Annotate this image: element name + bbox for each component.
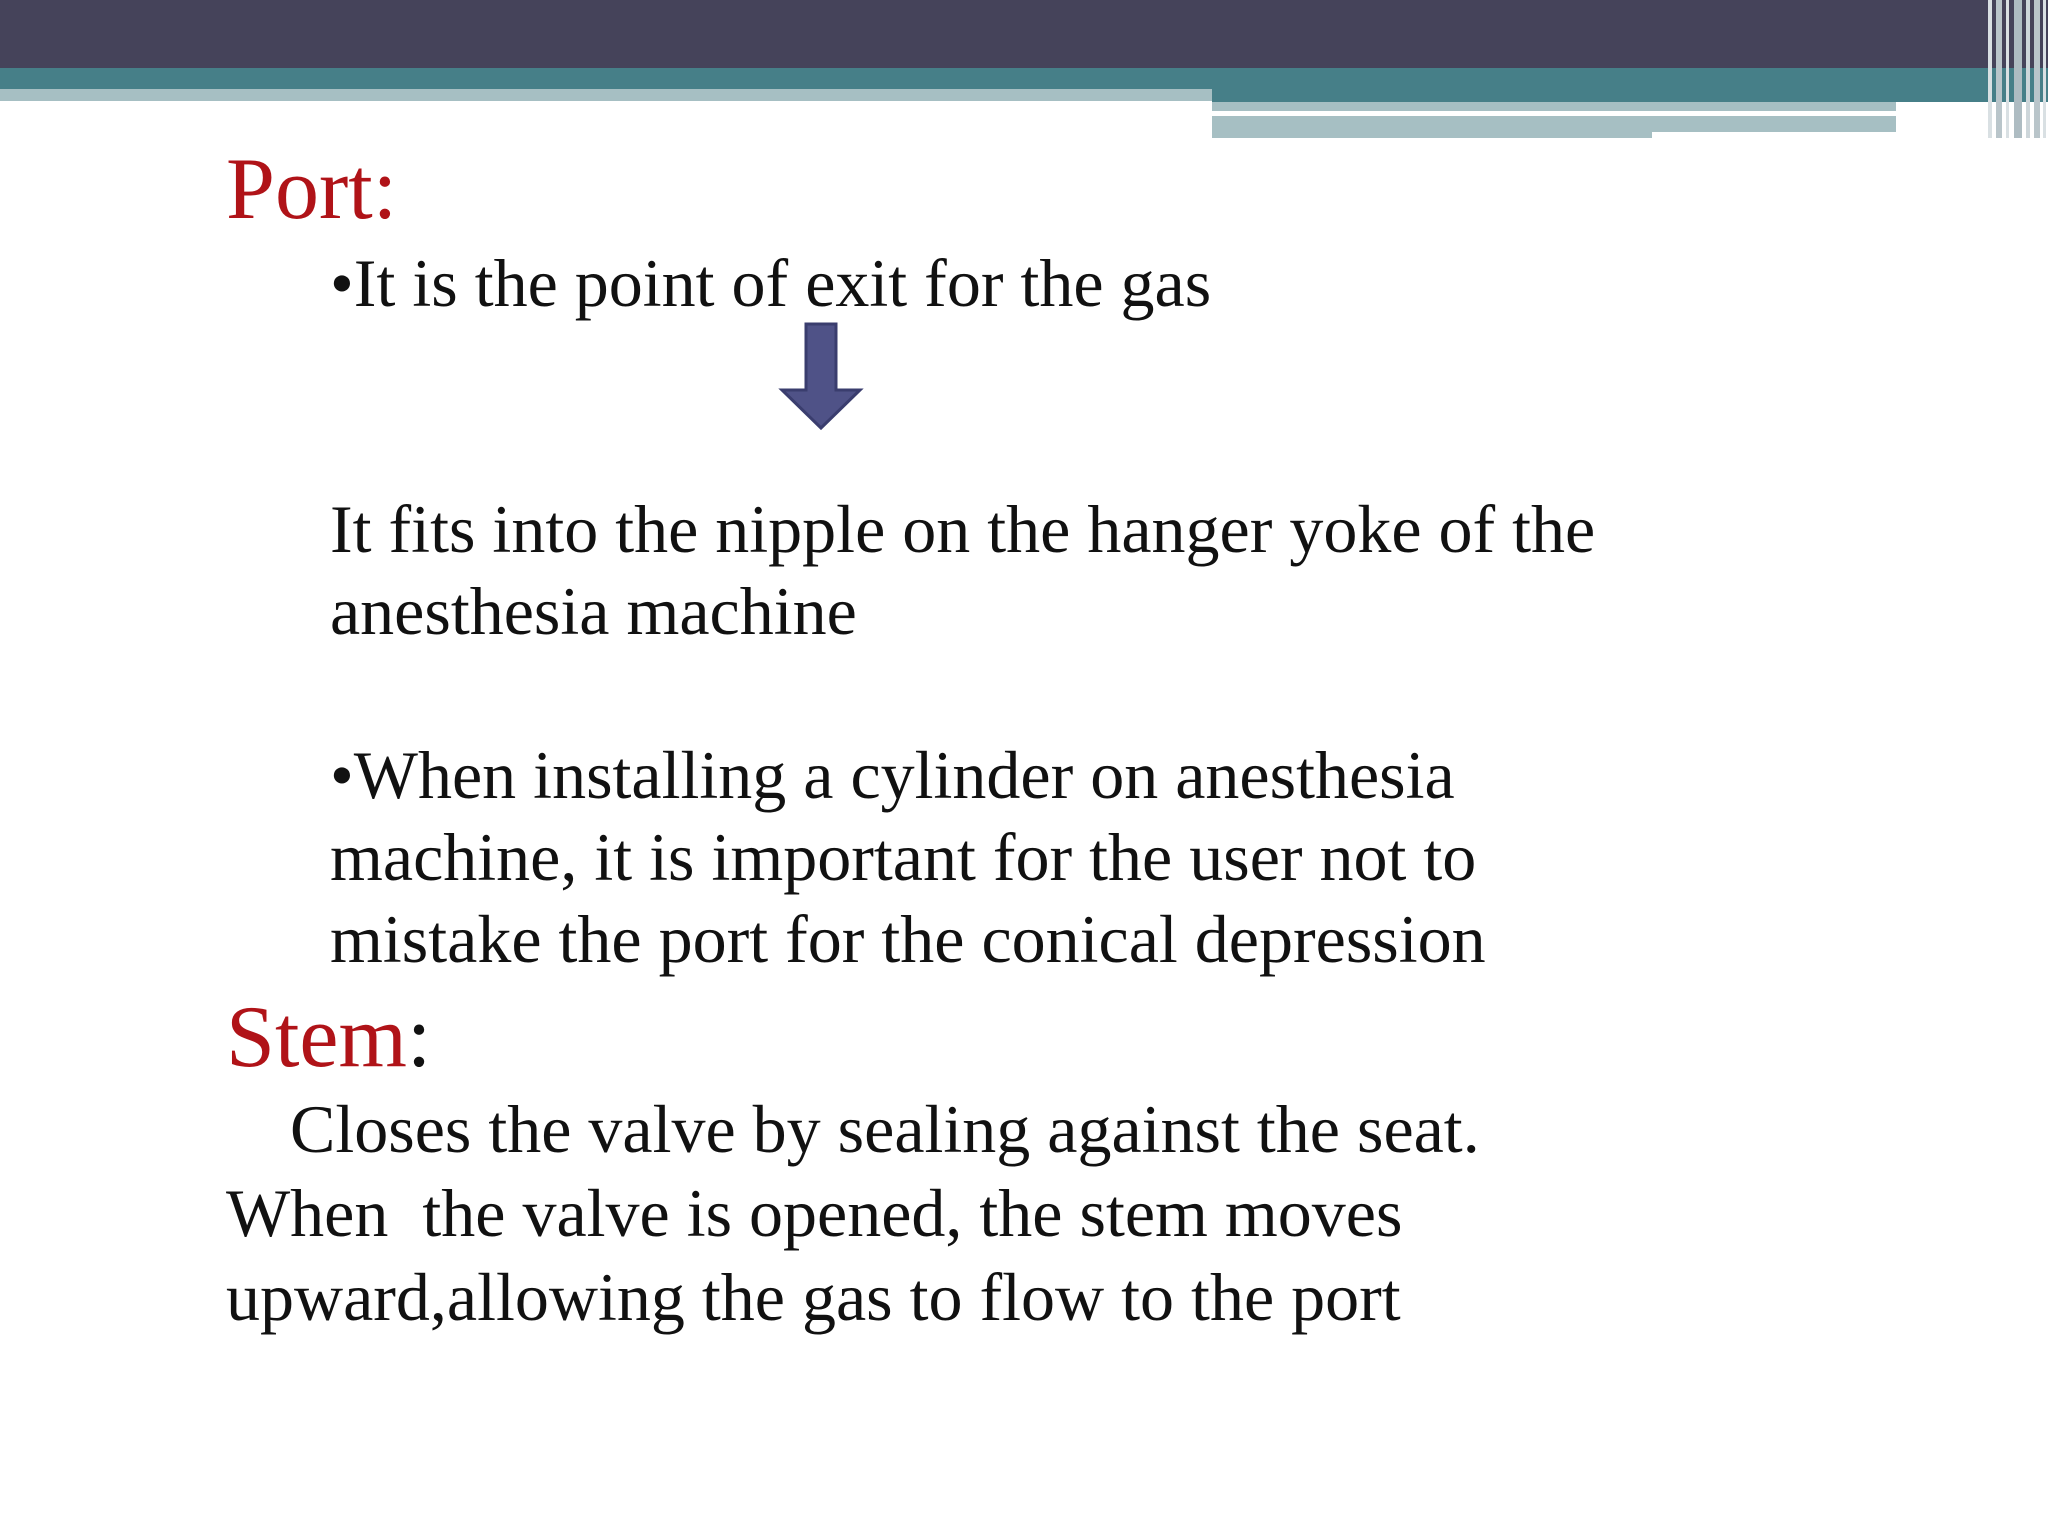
stem-line-2: When the valve is opened, the stem moves <box>226 1175 1403 1251</box>
port-bullet-2-line-3: mistake the port for the conical depression <box>330 901 1486 977</box>
port-heading <box>226 141 398 238</box>
header-band-teal-right <box>1212 68 2048 102</box>
stem-heading-colon: : <box>406 989 432 1086</box>
header-band-light-right-3 <box>1652 116 1896 132</box>
header-vertical-stripes <box>1988 0 2048 138</box>
port-bullet-2-line-1: •When installing a cylinder on anesthesia <box>330 737 1455 813</box>
port-heading-colon: : <box>372 141 398 238</box>
stem-heading-title: Stem <box>226 989 407 1086</box>
port-bullet-2-line-2: machine, it is important for the user not to <box>330 819 1477 895</box>
port-fits-line-2: anesthesia machine <box>330 573 857 649</box>
header-band-light-left <box>0 89 1212 101</box>
port-heading-title: Port <box>226 141 373 238</box>
port-bullet-1: •It is the point of exit for the gas <box>330 245 1212 321</box>
stem-line-1: Closes the valve by sealing against the seat. <box>290 1091 1480 1167</box>
header-band-light-right-1 <box>1212 102 1896 111</box>
stem-heading <box>226 989 432 1086</box>
header-band-teal-left <box>0 68 1212 89</box>
port-fits-line-1: It fits into the nipple on the hanger yoke of the <box>330 491 1596 567</box>
header-band-dark <box>0 0 2048 68</box>
down-arrow-icon <box>778 322 864 432</box>
stem-line-3: upward,allowing the gas to flow to the port <box>226 1259 1401 1335</box>
header-band-light-right-2 <box>1212 116 1652 138</box>
